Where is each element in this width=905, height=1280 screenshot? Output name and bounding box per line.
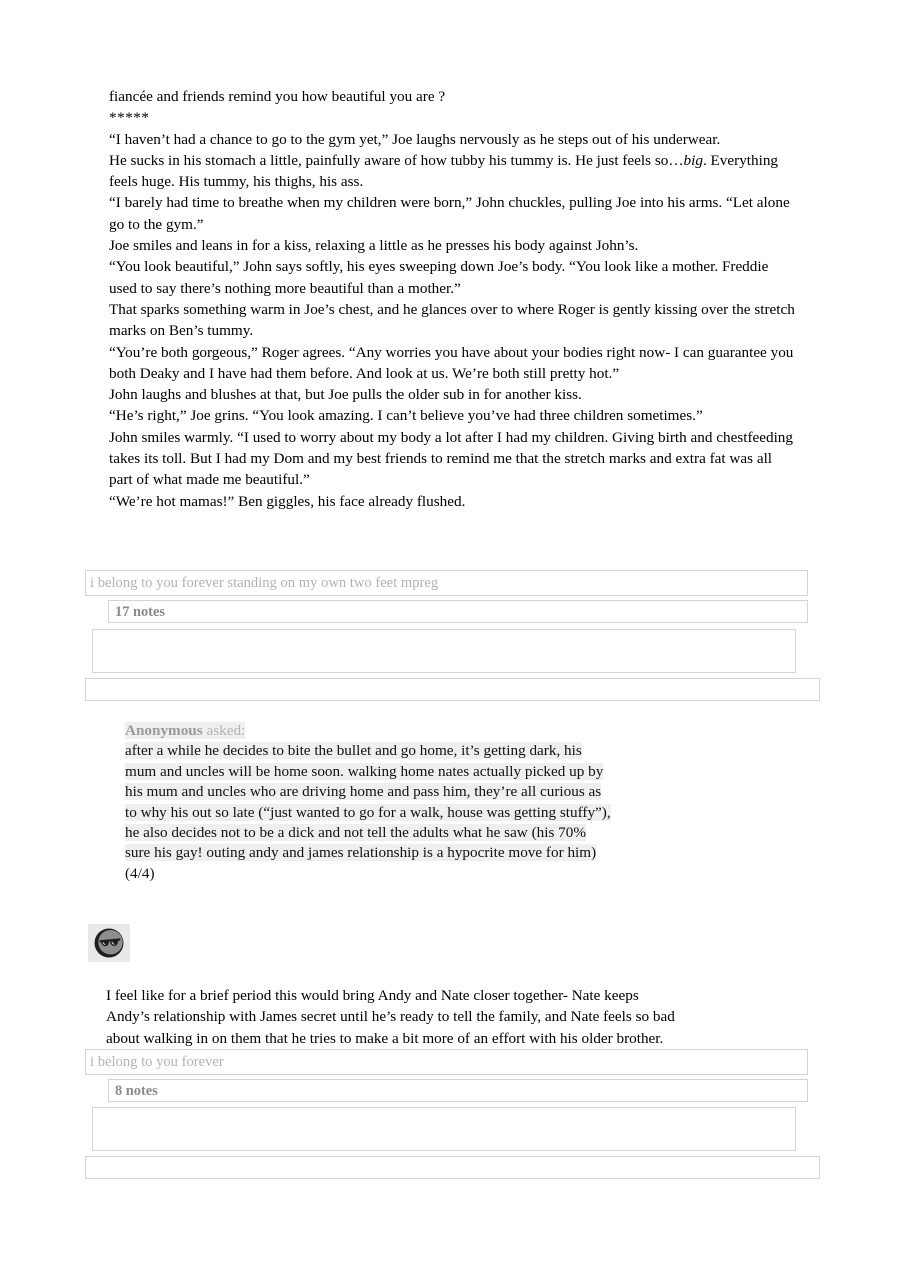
ask-line (125, 803, 725, 823)
answer-line: I feel like for a brief period this would bring Andy and Nate closer together- Nate keeps (106, 987, 639, 1004)
post-two-notes-field[interactable] (108, 1079, 808, 1102)
post-one-tags-field[interactable] (85, 570, 808, 596)
paragraph: “I barely had time to breathe when my children were born,” John chuckles, pulling Joe into his arms. “Let alone go to the gym.” (109, 194, 790, 233)
emphasis-word: big (683, 151, 703, 169)
ask-line-highlight: mum and uncles will be home soon. walking home nates actually picked up by (125, 762, 604, 780)
answer-line: Andy’s relationship with James secret until he’s ready to tell the family, and Nate feels so bad (106, 1008, 675, 1026)
post-one-notes-count: 17 notes (115, 604, 165, 620)
paragraph-part: . Everything feels huge. His tummy, his thighs, his ass. (109, 151, 779, 191)
post-two-empty-box-1[interactable] (92, 1107, 796, 1151)
post-two-answer (106, 985, 806, 1049)
post-one-empty-box-2[interactable] (85, 678, 820, 701)
paragraph: John laughs and blushes at that, but Joe pulls the older sub in for another kiss. (109, 386, 582, 404)
paragraph: “You’re both gorgeous,” Roger agrees. “Any worries you have about your bodies right now- I can guarantee you both Deaky and I have had them before. And look at us. We’re both still pretty hot.” (109, 343, 794, 382)
paragraph: That sparks something warm in Joe’s chest, and he glances over to where Roger is gently kissing over the stretch marks on Ben’s tummy. (109, 300, 795, 340)
post-two-tags-text: i belong to you forever (90, 1054, 224, 1070)
ask-line-highlight: he also decides not to be a dick and not tell the adults what he saw (his 70% (125, 824, 586, 842)
ask-verb-text: asked: (206, 722, 246, 739)
ask-line (125, 741, 725, 761)
ask-line (125, 843, 725, 863)
post-two-empty-box-2[interactable] (85, 1156, 820, 1179)
ask-author-name: Anonymous (125, 722, 203, 739)
ask-line (125, 823, 725, 843)
ask-line (125, 762, 725, 782)
paragraph-divider: ***** (109, 109, 150, 127)
post-two-empty-box-1-text (93, 1108, 795, 1111)
answer-line: about walking in on them that he tries to make a bit more of an effort with his older brother. (106, 1029, 664, 1047)
post-one-tags-text: i belong to you forever standing on my own two feet mpreg (90, 575, 439, 591)
post-two-empty-box-2-text (86, 1157, 819, 1160)
avatar[interactable] (88, 924, 130, 962)
ask-line-highlight: his mum and uncles who are driving home and pass him, they’re all curious as (125, 783, 602, 801)
post-two-tags-field[interactable] (85, 1049, 808, 1075)
sunglasses-face-icon (93, 927, 125, 959)
post-one-empty-box-1-text (93, 630, 795, 633)
post-one-notes-field[interactable] (108, 600, 808, 623)
post-one-empty-box-2-text (86, 679, 819, 682)
paragraph: Joe smiles and leans in for a kiss, relaxing a little as he presses his body against John’s. (109, 237, 639, 255)
ask-line (125, 864, 725, 884)
paragraph (109, 150, 799, 193)
paragraph: fiancée and friends remind you how beautiful you are ? (109, 88, 446, 105)
paragraph: “I haven’t had a chance to go to the gym yet,” Joe laughs nervously as he steps out of his underwear. (109, 130, 721, 148)
ask-author-line (125, 721, 725, 741)
ask-line-highlight: to why his out so late (“just wanted to go for a walk, house was getting stuffy”), (125, 803, 611, 821)
paragraph: “He’s right,” Joe grins. “You look amazing. I can’t believe you’ve had three children sometimes.” (109, 407, 703, 425)
paragraph-part: He sucks in his stomach a little, painfully aware of how tubby his tummy is. He just feels so… (109, 151, 684, 169)
ask-block (125, 721, 725, 884)
post-one-empty-box-1[interactable] (92, 629, 796, 673)
ask-author-highlight (125, 722, 245, 739)
ask-line (125, 782, 725, 802)
post-one-body (109, 86, 799, 512)
paragraph: John smiles warmly. “I used to worry about my body a lot after I had my children. Giving birth and chestfeeding takes its toll. But I had my Dom and my best friends to remind me that the stretch marks and extra fat was all part of what made me beautiful.” (109, 428, 793, 489)
paragraph: “You look beautiful,” John says softly, his eyes sweeping down Joe’s body. “You look like a mother. Freddie used to say there’s nothing more beautiful than a mother.” (109, 258, 769, 297)
ask-line-counter: (4/4) (125, 864, 155, 882)
post-two-notes-count: 8 notes (115, 1083, 158, 1099)
ask-line-highlight: after a while he decides to bite the bullet and go home, it’s getting dark, his (125, 742, 582, 760)
paragraph: “We’re hot mamas!” Ben giggles, his face already flushed. (109, 492, 466, 510)
ask-line-highlight: sure his gay! outing andy and james relationship is a hypocrite move for him) (125, 844, 597, 862)
